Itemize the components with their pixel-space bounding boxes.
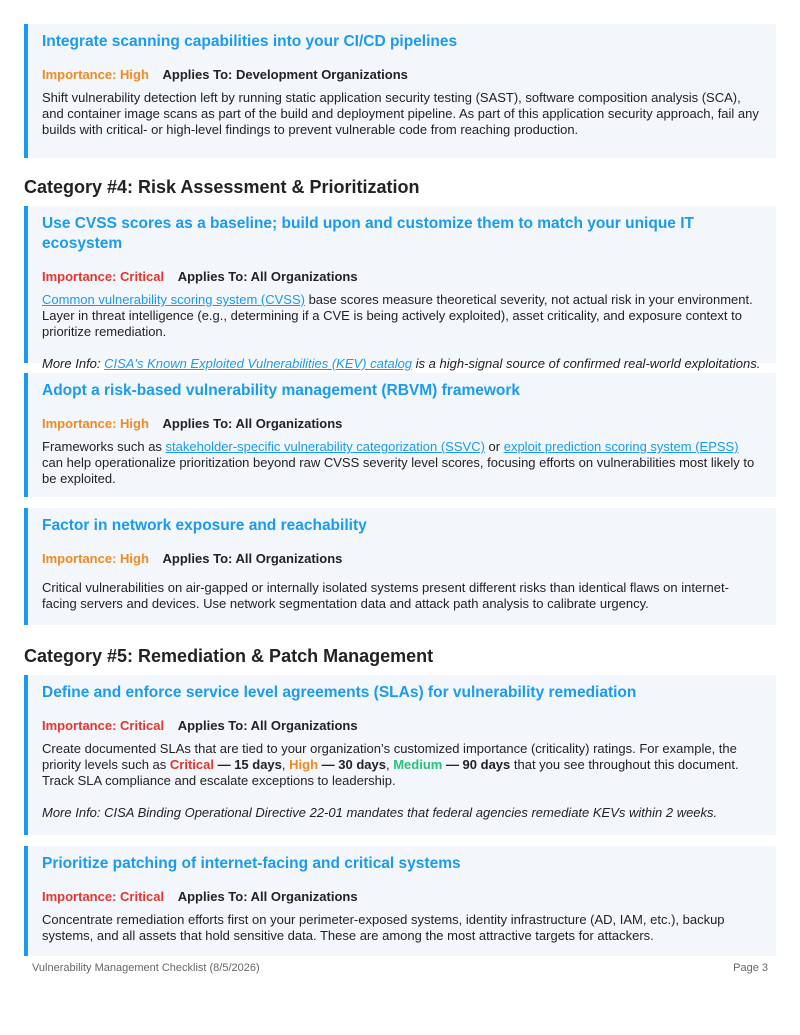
category-heading-4: Category #4: Risk Assessment & Prioritization	[24, 177, 420, 197]
checklist-card-cvss	[24, 206, 776, 371]
separator: ,	[385, 757, 394, 772]
importance-badge: Importance: Critical	[42, 269, 165, 284]
category-heading-5: Category #5: Remediation & Patch Management	[24, 646, 434, 666]
more-info: More Info: CISA Binding Operational Directive 22-01 mandates that federal agencies remediate KEVs within 2 weeks.	[42, 805, 718, 820]
card-description: Shift vulnerability detection left by running static application security testing (SAST), software composition analysis (SCA), and container image scans as part of the build and deployment pipeline. As part of this application security approach, fail any builds with critical- or high-level findings to prevent vulnerable code from reaching production.	[42, 90, 759, 137]
card-title: Integrate scanning capabilities into your CI/CD pipelines	[42, 33, 458, 50]
card-description: Concentrate remediation efforts first on your perimeter-exposed systems, identity infrastructure (AD, IAM, etc.), backup systems, and all assets that hold sensitive data. These are among the most attractive targets for attackers.	[42, 912, 725, 943]
high-days: — 30 days	[318, 757, 386, 772]
footer-page-number: Page 3	[733, 962, 768, 974]
card-description: Critical vulnerabilities on air-gapped or internally isolated systems present different risks than identical flaws on internet-facing servers and devices. Use network segmentation data and attack path analysis to calibrate urgency.	[42, 580, 729, 611]
card-meta	[42, 550, 762, 568]
ssvc-link[interactable]: stakeholder-specific vulnerability categorization (SSVC)	[165, 439, 485, 454]
card-description	[42, 292, 762, 340]
importance-badge: Importance: High	[42, 416, 149, 431]
more-info-prefix: More Info:	[42, 356, 105, 371]
importance-badge: Importance: Critical	[42, 718, 165, 733]
card-meta	[42, 717, 762, 735]
card-title: Adopt a risk-based vulnerability management (RBVM) framework	[42, 382, 521, 399]
description-text: base scores measure theoretical severity, not actual risk in your environment. Layer in threat intelligence (e.g., determining if a CVE is being actively exploited), asset criticality, and exposure context to prioritize remediation.	[42, 292, 753, 339]
more-info-text: is a high-signal source of confirmed real-world exploitations.	[412, 356, 761, 371]
applies-to: Applies To: Development Organizations	[162, 67, 408, 82]
card-description	[42, 439, 762, 487]
description-text: Frameworks such as	[42, 439, 166, 454]
applies-to: Applies To: All Organizations	[177, 889, 358, 904]
importance-badge: Importance: High	[42, 551, 149, 566]
card-title: Define and enforce service level agreements (SLAs) for vulnerability remediation	[42, 684, 637, 701]
high-level: High	[289, 757, 319, 772]
checklist-card-patching	[24, 846, 776, 956]
card-title: Use CVSS scores as a baseline; build upon and customize them to match your unique IT ecosystem	[42, 215, 694, 252]
checklist-card-sla	[24, 675, 776, 835]
critical-level: Critical	[169, 757, 214, 772]
kev-catalog-link[interactable]: CISA's Known Exploited Vulnerabilities (KEV) catalog	[104, 356, 413, 371]
footer-document-title: Vulnerability Management Checklist (8/5/2026)	[32, 962, 260, 974]
applies-to: Applies To: All Organizations	[162, 551, 343, 566]
checklist-card-network	[24, 508, 776, 625]
more-info	[42, 356, 762, 372]
card-title: Prioritize patching of internet-facing and critical systems	[42, 855, 461, 872]
importance-badge: Importance: Critical	[42, 889, 165, 904]
medium-level: Medium	[393, 757, 443, 772]
card-title: Factor in network exposure and reachability	[42, 517, 367, 534]
critical-days: — 15 days	[213, 757, 282, 772]
checklist-card-cicd	[24, 24, 776, 158]
description-text: Create documented SLAs that are tied to your organization’s customized importance (criticality) ratings. For example, the priority levels such as	[42, 741, 737, 772]
card-meta	[42, 415, 762, 433]
applies-to: Applies To: All Organizations	[177, 269, 358, 284]
cvss-link[interactable]: Common vulnerability scoring system (CVSS)	[42, 292, 305, 307]
card-description	[42, 741, 762, 789]
epss-link[interactable]: exploit prediction scoring system (EPSS)	[503, 439, 739, 454]
description-text: or	[484, 439, 504, 454]
card-meta	[42, 268, 762, 286]
medium-days: — 90 days	[442, 757, 511, 772]
card-meta	[42, 888, 762, 906]
applies-to: Applies To: All Organizations	[177, 718, 358, 733]
applies-to: Applies To: All Organizations	[162, 416, 343, 431]
card-meta	[42, 66, 762, 84]
description-text: can help operationalize prioritization beyond raw CVSS severity level scores, focusing efforts on vulnerabilities most likely to be exploited.	[42, 455, 755, 486]
importance-badge: Importance: High	[42, 67, 149, 82]
description-text: that you see throughout this document. Track SLA compliance and escalate exceptions to leadership.	[42, 757, 739, 788]
separator: ,	[281, 757, 290, 772]
checklist-card-rbvm	[24, 373, 776, 497]
